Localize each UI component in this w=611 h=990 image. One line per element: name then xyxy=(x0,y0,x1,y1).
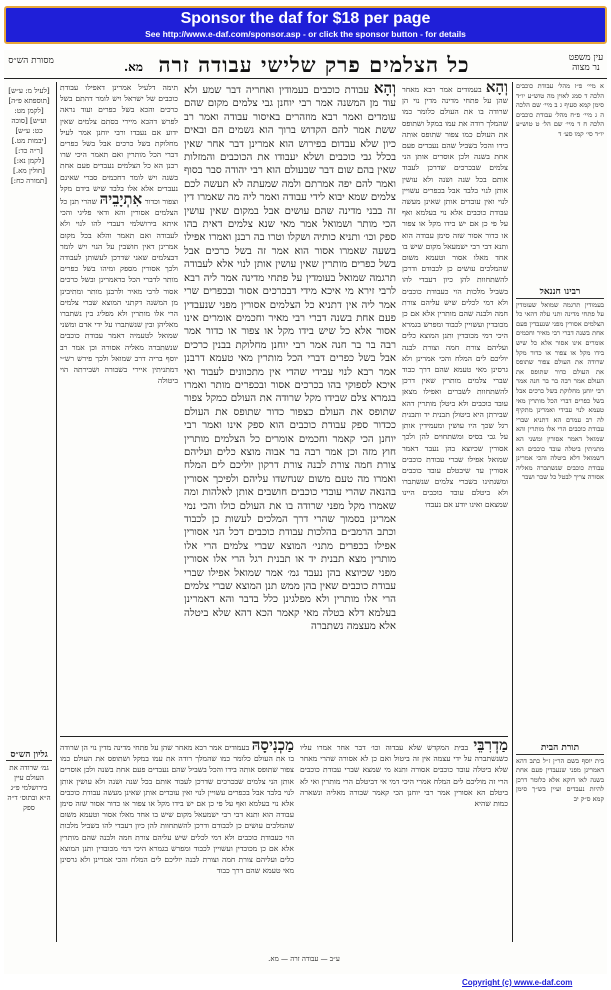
ein-mishpat-heading: עין משפט נר מצוה xyxy=(568,53,604,73)
tosafot-lower-text: בעמודים אמר רבא מאחר שהן על פתחי מדינה מדין נוי הן שרודה בו את העולם כלומר כמו שהמלך רודה את עמו במקל ושתופס את העולם כמו צפור שתופס אותה בידו והכל בשביל שהם נעבדים פעם אחת בשנה ולכן אוסרים אותן הני צלמים שבכרכים שדרכן לעבוד אותם בכל שנה ושנה ולא עושין אותן לנוי בלבד אבל בכפרים עשויין לנוי ואין עובדים אותן שאינן מעשה עבודת כוכבים אלא נוי בעלמא ואף על פי כן אם יש בידו מקל או צפור או כדור אסור שזה סימן עבודה הוא ותנא דבי רבי ישמעאל מקום שיש בו אחד מאלו אסור וטעמא משום שהמלכים עושים כן לכבודם ודרכן להשתחוות להן כיון דעבדי להו בשביל מלכות הוי כעבודת כוכבים ולא דמי לכלים שיש עליהם צורת חמה ולבנה שהם מותרין אלא אם כן מכובדין ועשויין לכבוד ומפרש בגמרא היכי דמי מכובדין ותנן המוצא כלים ועליהם צורת חמה וצורת לבנה יוליכם לים המלח והכי אמרינן ולא גרסינן מאי טעמא שהם דרך כבוד xyxy=(60,743,294,876)
masoret-heading: מסורת הש״ס xyxy=(8,56,54,66)
daf-marker: מא. xyxy=(124,60,143,74)
talmud-page xyxy=(4,50,607,974)
masoret-hashas-text: [לעיל מ: ע״ש] [תוספתא פ״ה] [לקמן מט: וע״ש] [סוכה כט: ע״ש] [יבמות מט.] [ר״ה כד:] [לקמן נא:] [חולין מא.] [תמורה כח:] xyxy=(8,86,50,185)
rabbeinu-chananel-box xyxy=(516,288,604,738)
rashi-column xyxy=(402,82,508,732)
tosafot-lower-column xyxy=(60,740,294,950)
rashi-lower-text: בבית המקדש שלא עבדוה וכו׳ דבר אחר אמרו עליו כשנשתברה על ידי עצמה אין זה ביטול ואם כן לא אסורה שהרי מאחר שלא ביטלה עובד כוכבים אסורה ותנא מי שמצא שברי עבודת כוכבים הרי זה מוליכם לים המלח אמרי היכי דמי אי דביטלם הרי מותרין ואי לא ביטלם הא אסורין אמר רבי יוחנן הכי קאמר שבורה מאליה ונשארה כמות שהיא xyxy=(300,743,508,809)
gemara-lead-word: וְהָא xyxy=(373,82,396,97)
ein-mishpat-text: א מיי׳ פ״ז מהל׳ עבודת כוכבים הלכה ד סמג לאוין מה טוש״ע יו״ד סימן קמא סעיף ג ב מיי׳ שם הלכה ה ג מיי׳ פ״ח מהל׳ עבודת כוכבים הלכה ח ד מיי׳ שם הל׳ ט טוש״ע יו״ד סי׳ קמו סע׳ ד xyxy=(516,82,604,138)
tosafot-lead-word: אִתְיָבֵיהּ xyxy=(99,190,143,209)
masoret-hashas-column xyxy=(6,86,52,726)
gilyon-title: גליון הש״ס xyxy=(6,750,52,761)
gemara-text-1: עבודת כוכבים בעמודין ואחריה דבר שמע ולא עוד מן המשנה אמר רבי יוחנן גבי צלמים מקום שהם עומדים ואמר רבא מוזהרים באיסור עבודה ואמר רב ששת אמר להם הקדוש ברוך הוא גשמים הם ובאים כיון שלא עבדום בפירוש הוא אמרינן דבר אחר שאין בכלל גבי כוכבים ושלא יעבודו את הכוכבים והמזלות שאין בהם שום דבר שבעולם הוא רבי יהודה סבר בסוף ואמר להם יפה אמרתם ולמה שמעתה לא תעשה לכם צלמים שמא יבוא לידי עבודה ואמר ליה מה שאמרו דין זה בבני מדינה שהם עושים אבל במקום שאין עושין הכי מותר ושמואל אמר מאי שנא צלמים דאית בהו ספק וכו׳ ותניא כותיה ושקלו וטרו בה רבנן ואמרו אפילו בשעה שאמרו אסור הוא אמר זה בשל כרכים אבל בשל כפרים מותרין שאין עושין אותן לנוי אלא לעבודה xyxy=(184,85,396,271)
tosafot-column xyxy=(60,82,178,732)
gemara-text-3: מתני׳ המוצא שברי צלמים הרי אלו מותרין מצא תבנית יד או תבנית רגל הרי אלו אסורין מפני שכיוצא בהן נעבד גמ׳ אמר שמואל אפילו שברי עבודת כוכבים שאין בהן ממש תנן המוצא שברי צלמים הרי אלו מותרין ולא מפלגינן כלל בדבר והא דאמרינן בעלמא דלא בטלה מאי קאמר הכא דהא שלא ביטלה אלא מעצמה נשתברה xyxy=(184,540,396,633)
tosafot-text-1: תימה דלעיל אמרינן דאפילו עבודת כוכבים של ישראל ויש לומר דהתם בשל כרכים והכא בשל כפרים ועוד נראה לפרש דהכא מיירי בסתם צלמים שאין ידוע אם נעבדו ורבי יוחנן אמר לעיל מחלוקת בשל כרכים אבל בשל כפרים דברי הכל מותרין ואם תאמר היכי שרו רבנן הא כל הצלמים נעבדים פעם אחת בשנה ויש לומר דחכמים סברי שאינם נעבדים אלא אלו בלבד שיש בידם מקל וצפור וכדור xyxy=(60,83,178,207)
chapter-title: כל הצלמים פרק שלישי עבודה זרה xyxy=(158,52,470,77)
copyright-link[interactable]: Copyright (c) www.e-daf.com xyxy=(462,978,573,987)
tosafot-text-3: ומתיבינן מן המשנה דקתני המוצא שברי צלמים הרי אלו מותרין ולא מפליג בין נשתברו מאליהן ובין שנשתברו על ידי אדם ומשני שמואל לטעמיה דאמר עבודת כוכבים שנשתברה מאליה אסורה וכן אמר רב יוסף בריה דרב שמואל ולכך פירש רש״י דמתניתין איירי בשבורה ושבירתה הוי ביטולה xyxy=(60,286,178,386)
gilyon-hashas-box xyxy=(6,750,52,930)
tosafot-lower-lead: מַכְנִיסָהּ xyxy=(251,740,294,754)
rashi-lead-word: וְהָא xyxy=(485,82,508,96)
right-margin-rule xyxy=(512,82,513,942)
rabbeinu-chananel-text: בעמודין תרגמה שמואל שעומדין על פתחי מדינה ותני עלה דהאי כל הצלמים אסורין מפני שנעבדין פעם אחת בשנה דברי רבי מאיר וחכמים אומרים אינו אסור אלא כל שיש בידו מקל או צפור או כדור מקל שרודה את העולם צפור שתופס את העולם כדור שתופס את העולם אמר רבה בר בר חנה אמר רבי יוחנן מחלוקת בשל כרכים אבל בשל כפרים דברי הכל מותרין מאי טעמא לנוי עבידי ואמרינן מתקיף לה רב עמרם הא דתניא שברי עבודת כוכבים הרי אלו מותרין והא שמואל דאמר אסורין ומשני הא מתניתין ביטלה עובד כוכבים הא דשמואל דלא ביטלה והכי אמרינן עבודת כוכבים שנשתברה מאליה אסורה צריך לבטל כל שבר ושבר xyxy=(516,300,604,482)
sponsor-subtitle[interactable]: See http://www.e-daf.com/sponsor.asp - or click the sponsor button - for details xyxy=(145,29,466,39)
left-margin-rule xyxy=(56,82,57,942)
torat-habayit-box xyxy=(516,744,604,944)
gilyon-text: גמ׳ שרודה את העולם עיין בירושלמי פ״ג ה״א ובתוס׳ ד״ה ספק xyxy=(7,763,51,812)
torat-habayit-text: בית יוסף בשם הר״ן ז״ל כתב דהא דאמרינן מפני שנעבדין פעם אחת בשנה לאו דוקא אלא כלומר דרכן להיות נעבדים ועיין בש״ך סימן קמא ס״ק יב xyxy=(516,756,604,803)
ein-mishpat-column xyxy=(516,82,604,282)
gemara-column xyxy=(184,82,396,732)
torat-habayit-title: תורת הבית xyxy=(516,744,604,755)
gemara-text-2: תרגמה שמואל בעומדין על פתחי מדינה אמר ליה רבא לרבי זירא מי איכא מידי דבכרכים אסור ובכפרים שרי אמר ליה אין דתניא כל הצלמים אסורין מפני שנעבדין פעם אחת בשנה דברי רבי מאיר וחכמים אומרים אינו אסור אלא כל שיש בידו מקל או צפור או כדור אמר רבה בר בר חנה אמר רבי יוחנן מחלוקת בבנין כרכים אבל בשל כפרים דברי הכל מותרין מאי טעמא דרבנן אמר רבא לנוי עבידי שהדי אין מתכוונים לעבוד ואי איכא לספוקי בהו בכרכים אסור ובכפרים מותר ואמרו בגמרא צלם שבידו מקל שרודה את העולם כמקל צפור שתופס את העולם כצפור כדור שתופס את העולם ככדור ספק עבודת כוכבים הוא ספק אינו ואמר רבי יוחנן הכי קאמר וחכמים אומרים כל הצלמים מותרין חוץ מזה וכן אמר רבה בר אבוה מוצא כלים ועליהם צורת חמה צורת לבנה צורת דרקון יוליכם לים המלח ואמרו מה טעם משום שנחשדו עליהם ולפיכך אסורין בהנאה שהרי עובדי כוכבים חושבים אותן לאלהות ומה שאמרו מקל מפני שרודה בו את העולם כולו והכי נמי אמרינן בסמוך שהרי דרך המלכים לעשות כן לכבוד וכתב הרמב״ם בהלכות עבודת כוכבים דכל הני אסורין אפילו בכפרים xyxy=(184,272,396,552)
tosafot-text-2: שהרי תנן כל הצלמים אסורין והא ודאי פליגי והכי איתא בירושלמי דעבדי להו לנוי ולא לעבודה ואם תאמר והלא בכל מקום אמרינן דאין חושבין על הנוי ויש לומר דבצלמים שאני שדרכן לעשותן לעבודה ולכך אסורין מספק ומיהו בשל כפרים מותר לדברי הכל כדאמרינן ובשל כרכים אסור לרבי מאיר ולרבנן מותר xyxy=(60,197,178,296)
rashi-text-1: בעמודים אמר רבא מאחר שהן על פתחי מדינה מדין נוי הן שרודה בו את העולם כלומר כמו שהמלך רודה את עמו במקל ושתופס את העולם כמו צפור שתופס אותה בידו והכל בשביל שהם נעבדים פעם אחת בשנה ולכן אוסרים אותן הני צלמים שבכרכים שדרכן לעבוד אותם בכל שנה ושנה ולא עושין אותן לנוי בלבד אבל בכפרים עשויין לנוי ואין עובדים אותן שאינן מעשה עבודת כוכבים אלא נוי בעלמא ואף על פי כן אם יש בידו מקל או צפור או כדור אסור שזה סימן עבודה הוא ותנא דבי רבי ישמעאל מקום שיש בו אחד מאלו אסור וטעמא משום שהמלכים עושים כן לכבודם ודרכן להשתחוות להן כיון דעבדי להו בשביל מלכות הוי כעבודת כוכבים ולא דמי לכלים שיש עליהם צורת חמה ולבנה שהם מותרין אלא אם כן מכובדין ועשויין לכבוד ומפרש בגמרא היכי דמי מכובדין ותנן המוצא כלים ועליהם צורת חמה וצורת לבנה יוליכם לים המלח והכי אמרינן ולא גרסינן מאי טעמא שהם דרך כבוד xyxy=(402,85,508,375)
rashi-lower-lead: מַדְרִבֵּי xyxy=(473,740,508,754)
lower-section-rule xyxy=(60,736,508,737)
page-header xyxy=(4,50,607,78)
rabbeinu-chananel-title: רבינו חננאל xyxy=(516,288,604,299)
page-footer: ע״ב — עבודה זרה — מא. xyxy=(268,955,340,963)
rashi-text-2: שברי צלמים מותרין שאין דרכן להשתחוות לשברים ואפילו מצאן עובד כוכבים ולא ביטלן מותרין דהא שבירתן היא ביטולן תבנית יד ותבנית רגל שכך היו עושין ומעמידין אותן על גבי בסיס ומשתחוים להן ולכך אסורין שכיוצא בהן נעבד דאמר שמואל אפילו שברי עבודת כוכבים אסורין עד שיבטלם עובד כוכבים ומשנתינו בשברי צלמים שנשתברו ולא ביטלם עובד כוכבים היינו שמצאם ואינו יודע אם נעבדו xyxy=(402,376,508,509)
header-rule xyxy=(4,78,607,79)
rashi-lower-column xyxy=(300,740,508,950)
sponsor-title[interactable]: Sponsor the daf for $18 per page xyxy=(180,10,431,27)
sponsor-banner[interactable] xyxy=(4,6,607,44)
